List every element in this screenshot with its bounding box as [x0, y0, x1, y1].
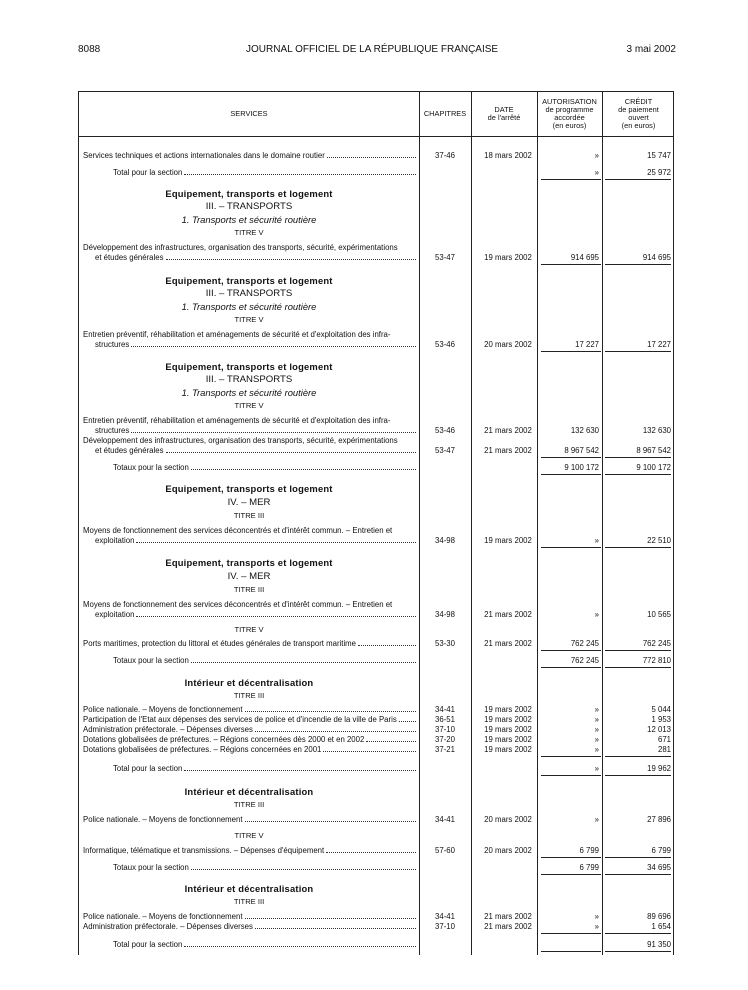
authorization-amount-cell: 6 799: [579, 863, 599, 872]
service-text: Police nationale. – Moyens de fonctionnement: [83, 912, 243, 921]
payment-credit-cell: 34 695: [647, 863, 671, 872]
decree-date-cell: 18 mars 2002: [484, 151, 532, 160]
decree-date-cell: 19 mars 2002: [484, 705, 532, 714]
service-text: Ports maritimes, protection du littoral et études générales de transport maritime: [83, 639, 357, 648]
col-header-autorisation-line: (en euros): [552, 121, 587, 130]
section-heading: III. – TRANSPORTS: [205, 201, 293, 212]
section-total-label: [113, 940, 417, 950]
dot-leader: [184, 764, 416, 771]
authorization-amount-cell: »: [594, 168, 599, 177]
decree-date-cell: 20 mars 2002: [484, 846, 532, 855]
col-header-autorisation-line: accordée: [554, 113, 585, 122]
amount-rule: [605, 457, 671, 458]
issue-date: 3 mai 2002: [626, 44, 676, 55]
authorization-amount-cell: 9 100 172: [564, 463, 599, 472]
service-label: [83, 725, 417, 735]
decree-date-cell: 21 mars 2002: [484, 446, 532, 455]
section-heading: III. – TRANSPORTS: [205, 374, 293, 385]
amount-rule: [541, 756, 601, 757]
decree-date-cell: 21 mars 2002: [484, 912, 532, 921]
dot-leader: [166, 446, 417, 453]
payment-credit-cell: 772 810: [642, 656, 671, 665]
service-label: [83, 151, 417, 161]
service-text: Totaux pour la section: [113, 656, 189, 665]
title-heading: TITRE III: [233, 511, 265, 520]
dot-leader: [366, 735, 416, 742]
chapter-cell: 53-47: [435, 446, 455, 455]
chapter-cell: 34-98: [435, 610, 455, 619]
service-text: Informatique, télématique et transmissions. – Dépenses d'équipement: [83, 846, 325, 855]
service-text: Participation de l'Etat aux dépenses des services de police et d'incendie de la ville de Paris: [83, 715, 397, 724]
title-heading: TITRE V: [234, 625, 264, 634]
service-label: [95, 340, 417, 350]
col-header-credit-line: ouvert: [628, 113, 649, 122]
authorization-amount-cell: 6 799: [579, 846, 599, 855]
amount-rule: [605, 667, 671, 668]
section-total-label: [113, 656, 417, 666]
dot-leader: [131, 340, 416, 347]
decree-date-cell: 21 mars 2002: [484, 922, 532, 931]
authorization-amount-cell: »: [594, 922, 599, 931]
chapter-cell: 34-41: [435, 815, 455, 824]
amount-rule: [541, 857, 601, 858]
service-text: Total pour la section: [113, 940, 183, 949]
decree-date-cell: 19 mars 2002: [484, 735, 532, 744]
payment-credit-cell: 1 953: [651, 715, 671, 724]
dot-leader: [255, 725, 416, 732]
section-total-label: [113, 764, 417, 774]
authorization-amount-cell: »: [594, 745, 599, 754]
ministry-heading: Intérieur et décentralisation: [184, 677, 314, 688]
amount-rule: [541, 547, 601, 548]
amount-rule: [605, 857, 671, 858]
payment-credit-cell: 671: [657, 735, 671, 744]
payment-credit-cell: 17 227: [647, 340, 671, 349]
service-text: Dotations globalisées de préfectures. – Régions concernées en 2001: [83, 745, 322, 754]
subsection-heading: 1. Transports et sécurité routière: [181, 387, 317, 398]
title-heading: TITRE V: [234, 315, 264, 324]
amount-rule: [605, 933, 671, 934]
chapter-cell: 53-46: [435, 340, 455, 349]
dot-leader: [166, 253, 417, 260]
dot-leader: [326, 846, 416, 853]
journal-title: JOURNAL OFFICIEL DE LA RÉPUBLIQUE FRANÇAISE: [246, 44, 499, 55]
amount-rule: [541, 179, 601, 180]
amount-rule: [605, 650, 671, 651]
chapter-cell: 53-47: [435, 253, 455, 262]
authorization-amount-cell: »: [594, 705, 599, 714]
title-heading: TITRE III: [233, 691, 265, 700]
decree-date-cell: 21 mars 2002: [484, 426, 532, 435]
service-text: Police nationale. – Moyens de fonctionnement: [83, 705, 243, 714]
title-heading: TITRE V: [234, 401, 264, 410]
section-heading: IV. – MER: [227, 571, 271, 582]
title-heading: TITRE V: [234, 228, 264, 237]
amount-rule: [605, 951, 671, 952]
decree-date-cell: 19 mars 2002: [484, 715, 532, 724]
amount-rule: [605, 756, 671, 757]
table-body: [79, 92, 675, 956]
authorization-amount-cell: »: [594, 151, 599, 160]
payment-credit-cell: 89 696: [647, 912, 671, 921]
service-label: [83, 639, 417, 649]
amount-rule: [605, 179, 671, 180]
section-total-label: [113, 863, 417, 873]
amount-rule: [541, 457, 601, 458]
ministry-heading: Intérieur et décentralisation: [184, 786, 314, 797]
subsection-heading: 1. Transports et sécurité routière: [181, 301, 317, 312]
service-text: Police nationale. – Moyens de fonctionnement: [83, 815, 243, 824]
decree-date-cell: 19 mars 2002: [484, 725, 532, 734]
service-label: [83, 735, 417, 745]
amount-rule: [541, 351, 601, 352]
authorization-amount-cell: 8 967 542: [564, 446, 599, 455]
chapter-cell: 37-46: [435, 151, 455, 160]
service-text: Administration préfectorale. – Dépenses diverses: [83, 922, 253, 931]
subsection-heading: 1. Transports et sécurité routière: [181, 214, 317, 225]
chapter-cell: 57-60: [435, 846, 455, 855]
dot-leader: [191, 463, 416, 470]
payment-credit-cell: 19 962: [647, 764, 671, 773]
amount-rule: [541, 951, 601, 952]
col-header-autorisation-line: AUTORISATION: [542, 97, 597, 106]
ministry-heading: Equipement, transports et logement: [165, 361, 333, 372]
service-label: [83, 912, 417, 922]
col-header-credit-line: CRÉDIT: [624, 97, 653, 106]
dot-leader: [191, 863, 416, 870]
payment-credit-cell: 10 565: [647, 610, 671, 619]
col-header-date-line: DATE: [494, 105, 514, 114]
amount-rule: [605, 775, 671, 776]
chapter-cell: 53-46: [435, 426, 455, 435]
dot-leader: [136, 536, 416, 543]
payment-credit-cell: 9 100 172: [636, 463, 671, 472]
amount-rule: [605, 351, 671, 352]
service-text: Dotations globalisées de préfectures. – Régions concernées dès 2000 et en 2002: [83, 735, 365, 744]
ministry-heading: Equipement, transports et logement: [165, 188, 333, 199]
payment-credit-cell: 132 630: [642, 426, 671, 435]
title-heading: TITRE III: [233, 897, 265, 906]
dot-leader: [327, 151, 416, 158]
payment-credit-cell: 5 044: [651, 705, 671, 714]
col-header-credit-line: (en euros): [621, 121, 656, 130]
service-text: et études générales: [95, 253, 164, 262]
authorization-amount-cell: [541, 940, 599, 950]
service-text: Administration préfectorale. – Dépenses diverses: [83, 725, 253, 734]
title-heading: TITRE III: [233, 585, 265, 594]
service-label: [95, 253, 417, 263]
service-label: [95, 446, 417, 456]
service-label: [83, 922, 417, 932]
dot-leader: [184, 168, 416, 175]
service-label: [83, 705, 417, 715]
service-label: [83, 846, 417, 856]
section-total-label: [113, 168, 417, 178]
payment-credit-cell: 12 013: [647, 725, 671, 734]
decree-date-cell: 21 mars 2002: [484, 610, 532, 619]
service-description-line: Moyens de fonctionnement des services déconcentrés et d'intérêt commun. – Entretien et: [83, 526, 393, 535]
amount-rule: [605, 474, 671, 475]
payment-credit-cell: 15 747: [647, 151, 671, 160]
col-header-chapitres: CHAPITRES: [423, 109, 467, 118]
section-heading: IV. – MER: [227, 497, 271, 508]
chapter-cell: 34-98: [435, 536, 455, 545]
ministry-heading: Equipement, transports et logement: [165, 557, 333, 568]
ministry-heading: Intérieur et décentralisation: [184, 883, 314, 894]
authorization-amount-cell: »: [594, 715, 599, 724]
service-text: Total pour la section: [113, 764, 183, 773]
dot-leader: [136, 610, 416, 617]
payment-credit-cell: 8 967 542: [636, 446, 671, 455]
payment-credit-cell: 22 510: [647, 536, 671, 545]
amount-rule: [541, 667, 601, 668]
service-text: structures: [95, 340, 130, 349]
authorization-amount-cell: »: [594, 764, 599, 773]
dot-leader: [399, 715, 416, 722]
service-text: Total pour la section: [113, 168, 183, 177]
amount-rule: [541, 933, 601, 934]
authorization-amount-cell: »: [594, 536, 599, 545]
service-label: [95, 536, 417, 546]
chapter-cell: 37-10: [435, 922, 455, 931]
service-text: Totaux pour la section: [113, 463, 189, 472]
ministry-heading: Equipement, transports et logement: [165, 275, 333, 286]
service-description-line: Développement des infrastructures, organisation des transports, sécurité, expérimentations: [83, 436, 398, 445]
authorization-amount-cell: 762 245: [570, 639, 599, 648]
amount-rule: [541, 264, 601, 265]
service-text: et études générales: [95, 446, 164, 455]
decree-date-cell: 19 mars 2002: [484, 536, 532, 545]
title-heading: TITRE V: [234, 831, 264, 840]
authorization-amount-cell: 17 227: [575, 340, 599, 349]
service-text: Totaux pour la section: [113, 863, 189, 872]
payment-credit-cell: 91 350: [647, 940, 671, 949]
authorization-amount-cell: »: [594, 815, 599, 824]
amount-rule: [541, 775, 601, 776]
amount-rule: [541, 874, 601, 875]
page-number: 8088: [78, 44, 101, 55]
dot-leader: [191, 656, 416, 663]
col-header-autorisation-line: de programme: [545, 105, 594, 114]
payment-credit-cell: 6 799: [651, 846, 671, 855]
service-label: [95, 426, 417, 436]
dot-leader: [358, 639, 416, 646]
authorization-amount-cell: »: [594, 725, 599, 734]
dot-leader: [323, 745, 416, 752]
authorization-amount-cell: 132 630: [570, 426, 599, 435]
service-description-line: Entretien préventif, réhabilitation et aménagements de sécurité et d'exploitation des infra-: [83, 416, 391, 425]
payment-credit-cell: 25 972: [647, 168, 671, 177]
amount-rule: [541, 650, 601, 651]
amount-rule: [605, 874, 671, 875]
service-label: [95, 610, 417, 620]
payment-credit-cell: 281: [657, 745, 671, 754]
chapter-cell: 36-51: [435, 715, 455, 724]
payment-credit-cell: 762 245: [642, 639, 671, 648]
chapter-cell: 37-21: [435, 745, 455, 754]
amount-rule: [605, 264, 671, 265]
amount-rule: [605, 547, 671, 548]
service-label: [83, 815, 417, 825]
payment-credit-cell: 1 654: [651, 922, 671, 931]
service-label: [83, 715, 417, 725]
authorization-amount-cell: 762 245: [570, 656, 599, 665]
service-label: [83, 745, 417, 755]
service-description-line: Développement des infrastructures, organisation des transports, sécurité, expérimentations: [83, 243, 398, 252]
decree-date-cell: 19 mars 2002: [484, 745, 532, 754]
title-heading: TITRE III: [233, 800, 265, 809]
authorization-amount-cell: »: [594, 610, 599, 619]
dot-leader: [245, 912, 416, 919]
credits-table: [78, 91, 674, 955]
dot-leader: [131, 426, 416, 433]
decree-date-cell: 20 mars 2002: [484, 340, 532, 349]
authorization-amount-cell: »: [594, 735, 599, 744]
amount-rule: [541, 474, 601, 475]
section-total-label: [113, 463, 417, 473]
service-text: exploitation: [95, 610, 135, 619]
chapter-cell: 34-41: [435, 705, 455, 714]
service-description-line: Entretien préventif, réhabilitation et aménagements de sécurité et d'exploitation des infra-: [83, 330, 391, 339]
service-text: structures: [95, 426, 130, 435]
service-description-line: Moyens de fonctionnement des services déconcentrés et d'intérêt commun. – Entretien et: [83, 600, 393, 609]
decree-date-cell: 20 mars 2002: [484, 815, 532, 824]
chapter-cell: 34-41: [435, 912, 455, 921]
payment-credit-cell: 914 695: [642, 253, 671, 262]
service-text: exploitation: [95, 536, 135, 545]
dot-leader: [245, 815, 416, 822]
col-header-credit-line: de paiement: [618, 105, 659, 114]
authorization-amount-cell: »: [594, 912, 599, 921]
chapter-cell: 53-30: [435, 639, 455, 648]
ministry-heading: Equipement, transports et logement: [165, 483, 333, 494]
decree-date-cell: 21 mars 2002: [484, 639, 532, 648]
dot-leader: [255, 922, 416, 929]
chapter-cell: 37-10: [435, 725, 455, 734]
decree-date-cell: 19 mars 2002: [484, 253, 532, 262]
col-header-date-line: de l'arrêté: [487, 113, 521, 122]
authorization-amount-cell: 914 695: [570, 253, 599, 262]
dot-leader: [184, 940, 416, 947]
chapter-cell: 37-20: [435, 735, 455, 744]
section-heading: III. – TRANSPORTS: [205, 288, 293, 299]
col-header-services: SERVICES: [230, 109, 268, 118]
dot-leader: [245, 705, 416, 712]
payment-credit-cell: 27 896: [647, 815, 671, 824]
service-text: Services techniques et actions internationales dans le domaine routier: [83, 151, 325, 160]
